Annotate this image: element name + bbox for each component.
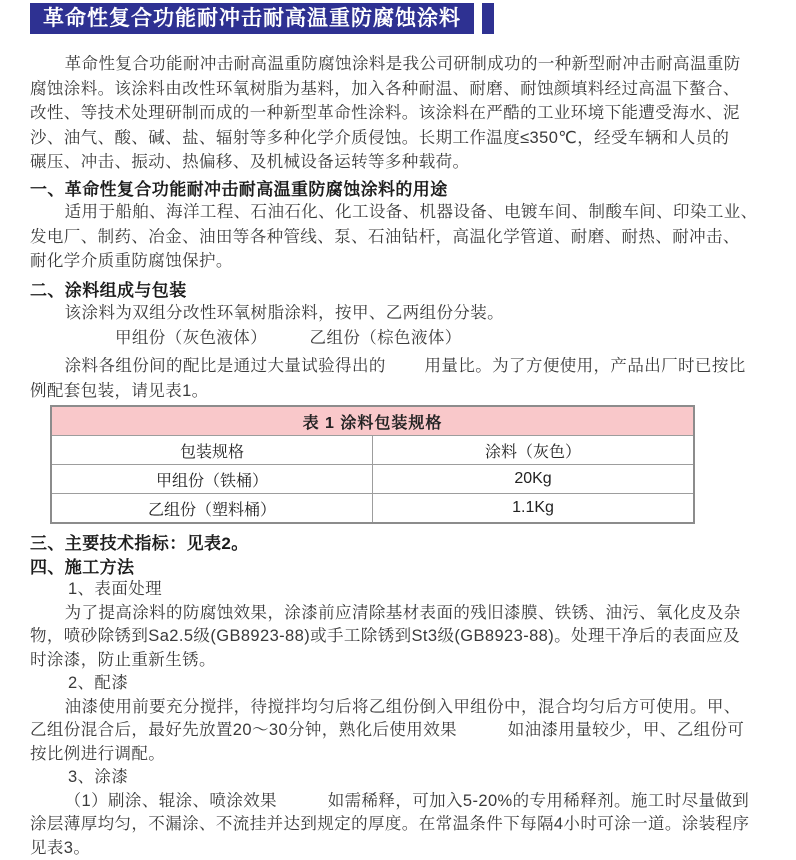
- section-1-heading: 一、革命性复合功能耐冲击耐高温重防腐蚀涂料的用途: [30, 179, 766, 201]
- text-line: 适用于船舶、海洋工程、石油石化、化工设备、机器设备、电镀车间、制酸车间、印染工业、: [30, 200, 766, 225]
- composition-line: 该涂料为双组分改性环氧树脂涂料，按甲、乙两组份分装。: [30, 301, 766, 326]
- text-line: 时涂漆，防止重新生锈。: [30, 649, 766, 673]
- painting-paragraph: [30, 790, 766, 860]
- section-1-paragraph: [30, 200, 766, 274]
- text-line: 革命性复合功能耐冲击耐高温重防腐蚀涂料是我公司研制成功的一种新型耐冲击耐高温重防: [30, 52, 766, 77]
- text-line: 乙组份混合后，最好先放置20～30分钟，熟化后使用效果 如油漆用量较少，甲、乙组份可: [30, 719, 766, 743]
- text-line: 碾压、冲击、振动、热偏移、及机械设备运转等多种载荷。: [30, 150, 766, 175]
- title-accent-bar: [482, 3, 494, 34]
- text-line: 见表3。: [30, 837, 766, 860]
- text-line: 例配套包装，请见表1。: [30, 379, 766, 404]
- table-row: [51, 436, 694, 465]
- text-line: 涂料各组份间的配比是通过大量试验得出的 用量比。为了方便使用，产品出厂时已按比: [30, 354, 766, 379]
- table-row: [51, 465, 694, 494]
- table-cell: 涂料（灰色）: [373, 436, 695, 465]
- mixing-paragraph: [30, 696, 766, 767]
- text-line: 发电厂、制药、冶金、油田等各种管线、泵、石油钻杆，高温化学管道、耐磨、耐热、耐冲击、: [30, 225, 766, 250]
- title-banner: [30, 3, 766, 34]
- text-line: 耐化学介质重防腐蚀保护。: [30, 249, 766, 274]
- table-cell: 乙组份（塑料桶）: [51, 494, 373, 524]
- table-cell: 1.1Kg: [373, 494, 695, 524]
- subsection-2-title: 2、配漆: [30, 672, 766, 696]
- text-line: 沙、油气、酸、碱、盐、辐射等多种化学介质侵蚀。长期工作温度≤350℃，经受车辆和人员的: [30, 126, 766, 151]
- surface-prep-paragraph: [30, 602, 766, 673]
- components-line: 甲组份（灰色液体） 乙组份（棕色液体）: [30, 326, 766, 351]
- text-line: （1）刷涂、辊涂、喷涂效果 如需稀释，可加入5-20%的专用稀释剂。施工时尽量做到: [30, 790, 766, 814]
- table-row: [51, 494, 694, 524]
- subsection-1-title: 1、表面处理: [30, 578, 766, 602]
- page-title: 革命性复合功能耐冲击耐高温重防腐蚀涂料: [30, 3, 474, 34]
- packaging-table: [50, 405, 695, 524]
- text-line: 改性、等技术处理研制而成的一种新型革命性涂料。该涂料在严酷的工业环境下能遭受海水、泥: [30, 101, 766, 126]
- table-caption: 表 1 涂料包装规格: [51, 406, 694, 436]
- table-caption-row: [51, 406, 694, 436]
- ratio-paragraph: [30, 354, 766, 403]
- text-line: 物，喷砂除锈到Sa2.5级(GB8923-88)或手工除锈到St3级(GB8923-88)。处理干净后的表面应及: [30, 625, 766, 649]
- text-line: 腐蚀涂料。该涂料由改性环氧树脂为基料，加入各种耐温、耐磨、耐蚀颜填料经过高温下螯合、: [30, 77, 766, 102]
- text-line: 涂层薄厚均匀，不漏涂、不流挂并达到规定的厚度。在常温条件下每隔4小时可涂一道。涂装程序: [30, 813, 766, 837]
- intro-paragraph: [30, 52, 766, 175]
- section-4-body: [30, 578, 766, 860]
- section-4-heading: 四、施工方法: [30, 557, 766, 579]
- section-2-heading: 二、涂料组成与包装: [30, 280, 766, 302]
- table-cell: 包装规格: [51, 436, 373, 465]
- subsection-3-title: 3、涂漆: [30, 766, 766, 790]
- text-line: 按比例进行调配。: [30, 743, 766, 767]
- text-line: 为了提高涂料的防腐蚀效果，涂漆前应清除基材表面的残旧漆膜、铁锈、油污、氧化皮及杂: [30, 602, 766, 626]
- table-cell: 甲组份（铁桶）: [51, 465, 373, 494]
- table-cell: 20Kg: [373, 465, 695, 494]
- text-line: 油漆使用前要充分搅拌，待搅拌均匀后将乙组份倒入甲组份中，混合均匀后方可使用。甲、: [30, 696, 766, 720]
- section-3-heading: 三、主要技术指标：见表2。: [30, 533, 766, 555]
